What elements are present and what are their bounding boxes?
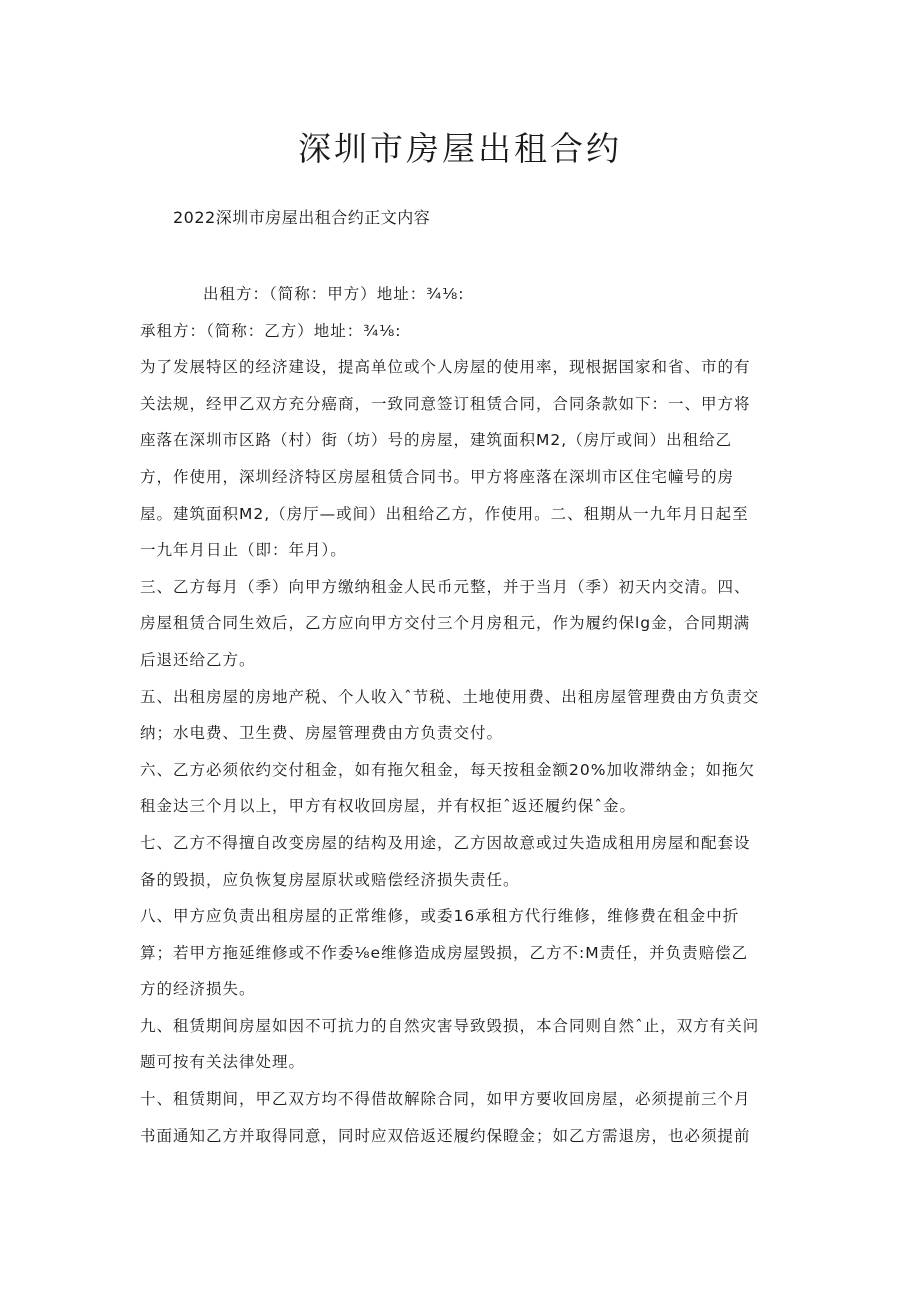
paragraph-line: 座落在深圳市区路（村）街（坊）号的房屋，建筑面积M2,（房厅或间）出租给乙 [140,431,733,450]
paragraph-line: 九、租赁期间房屋如因不可抗力的自然灾害导致毁损，本合同则自然ˆ止，双方有关问 [140,1016,760,1035]
paragraph-line: 为了发展特区的经济建设，提高单位或个人房屋的使用率，现根据国家和省、市的有 [140,358,751,377]
paragraph-line: 六、乙方必须依约交付租金，如有拖欠租金，每天按租金额20%加收滞纳金；如拖欠 [140,760,755,779]
document-body [140,278,780,1156]
paragraph-line: 一九年月日止（即：年月）。 [140,541,347,560]
paragraph-line: 七、乙方不得擅自改变房屋的结构及用途，乙方因故意或过失造成租用房屋和配套设 [140,833,751,852]
paragraph-line: 八、甲方应负责出租房屋的正常维修，或委16承租方代行维修，维修费在租金中折 [140,907,740,926]
paragraph-line: 算；若甲方拖延维修或不作委⅛e维修造成房屋毁损，乙方不:M责任，并负责赔偿乙 [140,943,749,962]
paragraph-line: 题可按有关法律处理。 [140,1053,306,1072]
document-title: 深圳市房屋出租合约 [298,129,622,168]
paragraph-line: 备的毁损，应负恢复房屋原状或赔偿经济损失责任。 [140,870,520,889]
paragraph-line: 方的经济损失。 [140,980,256,999]
paragraph-line: 屋。建筑面积M2,（房厅—或间）出租给乙方，作使用。二、租期从一九年月日起至 [140,504,749,523]
paragraph-line: 三、乙方每月（季）向甲方缴纳租金人民币元整，并于当月（季）初天内交清。四、 [140,577,751,596]
paragraph-line: 书面通知乙方并取得同意，同时应双倍返还履约保瞪金；如乙方需退房，也必须提前 [140,1126,751,1145]
paragraph-line: 纳；水电费、卫生费、房屋管理费由方负责交付。 [140,724,504,743]
paragraph-line: 承租方：（简称：乙方）地址：¾⅛: [140,321,402,340]
paragraph-line: 五、出租房屋的房地产税、个人收入ˆ节税、土地使用费、出租房屋管理费由方负责交 [140,687,760,706]
paragraph-line: 十、租赁期间，甲乙双方均不得借故解除合同，如甲方要收回房屋，必须提前三个月 [140,1090,751,1109]
paragraph-line: 后退还给乙方。 [140,650,256,669]
paragraph-line: 租金达三个月以上，甲方有权收回房屋，并有权拒ˆ返还履约保ˆ金。 [140,797,637,816]
paragraph-line: 房屋租赁合同生效后，乙方应向甲方交付三个月房租元，作为履约保lg金，合同期满 [140,614,751,633]
paragraph-line: 方，作使用，深圳经济特区房屋租赁合同书。甲方将座落在深圳市区住宅幢号的房 [140,467,735,486]
paragraph-line: 出租方：（简称：甲方）地址：¾⅛: [203,285,465,303]
document-subtitle: 2022深圳市房屋出租合约正文内容 [173,208,431,227]
paragraph-line: 关法规，经甲乙双方充分癌商，一致同意签订租赁合同，合同条款如下：一、甲方将 [140,394,751,413]
